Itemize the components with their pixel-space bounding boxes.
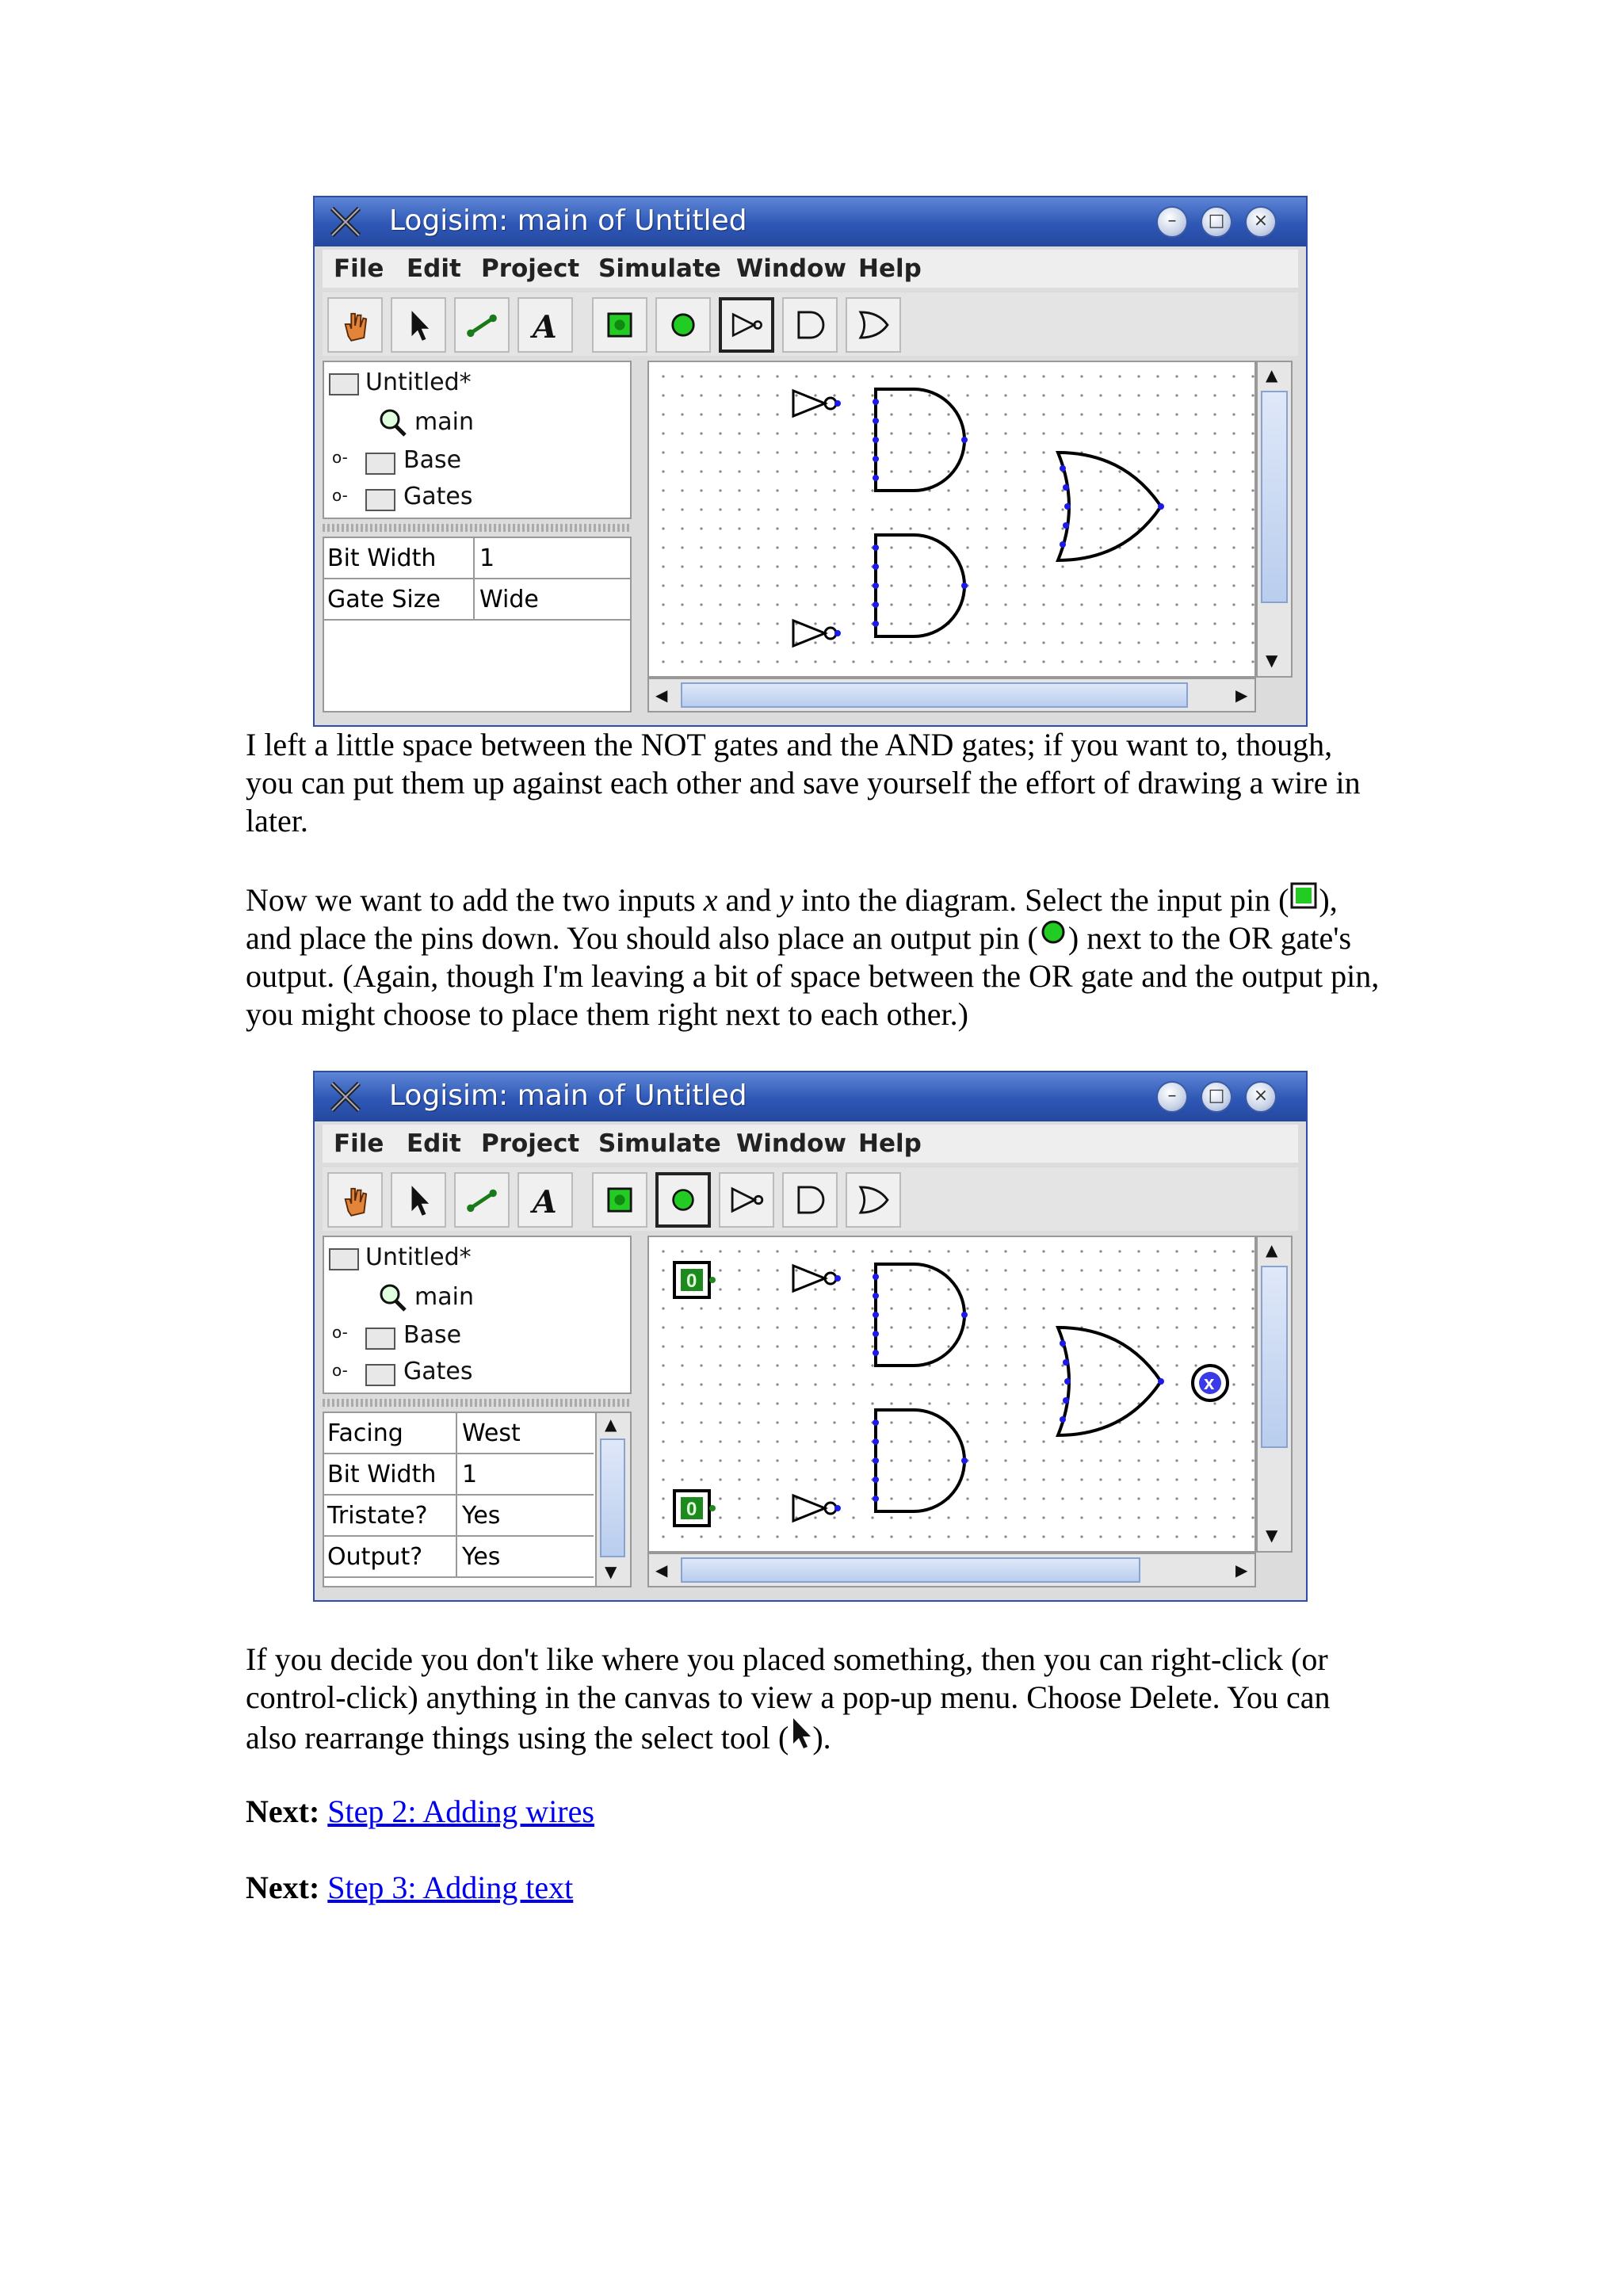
logisim-window-2 <box>313 1071 1308 1602</box>
menu-file[interactable]: File <box>334 254 384 283</box>
scroll-left-icon[interactable]: ◀ <box>655 1561 668 1580</box>
menu-edit[interactable]: Edit <box>407 254 461 283</box>
poke-tool-button[interactable] <box>327 297 383 353</box>
attr-row[interactable] <box>324 579 630 621</box>
scroll-thumb[interactable] <box>1261 1266 1288 1448</box>
or-gate-icon <box>847 299 899 351</box>
and-gate-icon <box>784 299 836 351</box>
scroll-thumb[interactable] <box>681 682 1188 708</box>
split-divider[interactable] <box>323 524 632 532</box>
toolbar <box>323 292 1298 356</box>
title-bar <box>315 197 1306 246</box>
circuit-drawing <box>649 1237 1258 1554</box>
menu-file[interactable]: File <box>334 1129 384 1158</box>
scroll-up-icon[interactable]: ▲ <box>605 1415 617 1434</box>
menu-bar <box>323 250 1298 288</box>
tree-root-label[interactable]: Untitled* <box>365 1244 472 1271</box>
scroll-up-icon[interactable]: ▲ <box>1266 365 1278 384</box>
or-gate[interactable] <box>1058 453 1161 560</box>
and-gate-icon <box>784 1174 836 1226</box>
and-gate-bottom[interactable] <box>876 535 964 636</box>
project-folder-icon <box>329 1248 359 1270</box>
wire-tool-button[interactable] <box>454 1172 510 1228</box>
menu-window[interactable]: Window <box>736 1129 847 1158</box>
select-tool-button[interactable] <box>391 297 446 353</box>
attr-key: Gate Size <box>327 586 441 613</box>
arrow-cursor-icon <box>789 1717 812 1750</box>
link-step-2-adding-wires[interactable]: Step 2: Adding wires <box>327 1794 594 1829</box>
magnifier-icon <box>376 407 408 438</box>
attribute-scrollbar[interactable] <box>595 1413 630 1586</box>
attr-key: Bit Width <box>327 1461 437 1488</box>
title-bar <box>315 1072 1306 1121</box>
attr-key: Bit Width <box>327 544 437 572</box>
input-pin-y[interactable] <box>674 1491 716 1526</box>
attr-key: Facing <box>327 1419 403 1447</box>
para2-text: ) next to the OR gate's output. (Again, though I'm leaving a bit of space between the OR gate and the output pin, you might choose to place them right next to each other.) <box>246 920 1380 1032</box>
attr-key: Tristate? <box>327 1502 428 1530</box>
minimize-button[interactable]: – <box>1156 1081 1188 1113</box>
column-divider <box>456 1454 457 1494</box>
input-pin-icon <box>594 1174 646 1226</box>
maximize-button[interactable]: □ <box>1201 206 1232 238</box>
not-gate-tool-button[interactable] <box>719 297 774 353</box>
not-gate-icon <box>722 300 771 350</box>
not-gate-bottom[interactable] <box>793 621 836 646</box>
column-divider <box>456 1496 457 1535</box>
expand-handle-icon[interactable]: o- <box>332 1361 348 1380</box>
and-gate-tool-button[interactable] <box>782 1172 838 1228</box>
output-pin-icon <box>659 1175 708 1224</box>
port-dots <box>834 1274 1164 1511</box>
var-x: x <box>703 882 718 918</box>
circuit-canvas[interactable] <box>647 1236 1256 1553</box>
svg-text:0: 0 <box>686 1270 697 1292</box>
column-divider <box>473 538 475 578</box>
scroll-left-icon[interactable]: ◀ <box>655 686 668 705</box>
attr-row[interactable] <box>324 1496 594 1537</box>
var-y: y <box>779 882 793 918</box>
column-divider <box>456 1413 457 1453</box>
svg-text:x: x <box>1204 1373 1215 1394</box>
split-divider[interactable] <box>323 1399 632 1407</box>
scroll-thumb[interactable] <box>600 1438 625 1557</box>
output-pin[interactable] <box>1193 1366 1228 1400</box>
project-folder-icon <box>329 373 359 395</box>
explorer-tree <box>323 361 632 519</box>
menu-simulate[interactable]: Simulate <box>598 254 721 283</box>
output-pin-tool-button[interactable] <box>655 1172 711 1228</box>
attr-row[interactable] <box>324 1413 594 1454</box>
tree-item-gates[interactable]: Gates <box>403 1358 473 1385</box>
arrow-cursor-icon <box>392 299 445 351</box>
attr-value[interactable]: Yes <box>462 1543 501 1571</box>
text-a-icon <box>519 1174 571 1226</box>
attr-value[interactable]: Yes <box>462 1502 501 1530</box>
para2-text: and <box>717 882 780 918</box>
horizontal-scrollbar[interactable] <box>647 678 1256 712</box>
arrow-cursor-icon <box>392 1174 445 1226</box>
attr-row[interactable] <box>324 1454 594 1496</box>
expand-handle-icon[interactable]: o- <box>332 1323 348 1342</box>
close-button[interactable]: × <box>1245 206 1277 238</box>
folder-icon <box>365 489 395 511</box>
vertical-scrollbar[interactable] <box>1256 1236 1293 1553</box>
menu-simulate[interactable]: Simulate <box>598 1129 721 1158</box>
scroll-right-icon[interactable]: ▶ <box>1235 686 1248 705</box>
scroll-up-icon[interactable]: ▲ <box>1266 1240 1278 1259</box>
tree-item-main[interactable]: main <box>414 1283 474 1311</box>
window-title: Logisim: main of Untitled <box>389 204 747 237</box>
para2-text: ), and place the pins down. You should also place an output pin ( <box>246 882 1338 956</box>
expand-handle-icon[interactable]: o- <box>332 486 348 505</box>
folder-icon <box>365 453 395 475</box>
text-tool-button[interactable] <box>517 1172 573 1228</box>
or-gate-tool-button[interactable] <box>846 1172 901 1228</box>
menu-bar <box>323 1125 1298 1163</box>
wire-icon <box>456 299 508 351</box>
next-label: Next: <box>246 1794 320 1829</box>
tree-item-base[interactable]: Base <box>403 446 462 474</box>
logisim-window-1 <box>313 196 1308 727</box>
or-gate-icon <box>847 1174 899 1226</box>
para2-text: Now we want to add the two inputs <box>246 882 704 918</box>
maximize-button[interactable]: □ <box>1201 1081 1232 1113</box>
attr-row[interactable] <box>324 538 630 579</box>
column-divider <box>456 1537 457 1576</box>
wire-icon <box>456 1174 508 1226</box>
scroll-right-icon[interactable]: ▶ <box>1235 1561 1248 1580</box>
paragraph-3 <box>246 1641 1387 1757</box>
explorer-tree <box>323 1236 632 1394</box>
attr-value[interactable]: West <box>462 1419 521 1447</box>
output-pin-icon <box>1038 920 1068 950</box>
link-step-3-adding-text[interactable]: Step 3: Adding text <box>327 1870 574 1905</box>
magnifier-icon <box>376 1282 408 1313</box>
svg-text:A: A <box>532 309 557 346</box>
folder-icon <box>365 1328 395 1350</box>
paragraph-2 <box>246 881 1387 1033</box>
menu-help[interactable]: Help <box>858 1129 922 1158</box>
or-gate-tool-button[interactable] <box>846 297 901 353</box>
attr-row[interactable] <box>324 1537 594 1578</box>
svg-text:A: A <box>532 1184 557 1221</box>
attr-value[interactable]: Wide <box>479 586 539 613</box>
next-step-2 <box>246 1793 594 1831</box>
output-pin-icon <box>657 299 709 351</box>
input-pin-tool-button[interactable] <box>592 297 647 353</box>
circuit-canvas[interactable] <box>647 361 1256 678</box>
input-pin-icon <box>594 299 646 351</box>
scroll-down-icon[interactable]: ▼ <box>1266 651 1278 670</box>
wire-tool-button[interactable] <box>454 297 510 353</box>
x-logo-icon <box>327 1079 364 1115</box>
menu-help[interactable]: Help <box>858 254 922 283</box>
tree-item-main[interactable]: main <box>414 408 474 436</box>
not-gate-icon <box>720 1174 773 1226</box>
menu-edit[interactable]: Edit <box>407 1129 461 1158</box>
attr-value[interactable]: 1 <box>462 1461 478 1488</box>
not-gate-top[interactable] <box>793 1266 836 1291</box>
select-tool-button[interactable] <box>391 1172 446 1228</box>
text-a-icon <box>519 299 571 351</box>
tree-item-gates[interactable]: Gates <box>403 483 473 510</box>
menu-window[interactable]: Window <box>736 254 847 283</box>
poke-tool-button[interactable] <box>327 1172 383 1228</box>
and-gate-tool-button[interactable] <box>782 297 838 353</box>
svg-text:0: 0 <box>686 1499 697 1520</box>
x-logo-icon <box>327 204 364 240</box>
circuit-drawing <box>649 362 1258 679</box>
para3-text: ). <box>812 1720 831 1755</box>
para3-text: If you decide you don't like where you placed something, then you can right-click (or control-click) anything in the canvas to view a pop-up menu. Choose Delete. You can also rearrange things using the select tool ( <box>246 1641 1331 1755</box>
output-pin-tool-button[interactable] <box>655 297 711 353</box>
hand-icon <box>329 299 381 351</box>
scroll-down-icon[interactable]: ▼ <box>605 1562 617 1581</box>
horizontal-scrollbar[interactable] <box>647 1553 1256 1587</box>
toolbar <box>323 1167 1298 1231</box>
input-pin-x[interactable] <box>674 1263 716 1297</box>
attribute-table <box>323 1412 632 1587</box>
or-gate[interactable] <box>1058 1328 1161 1435</box>
close-button[interactable]: × <box>1245 1081 1277 1113</box>
hand-icon <box>329 1174 381 1226</box>
tree-item-base[interactable]: Base <box>403 1321 462 1349</box>
vertical-scrollbar[interactable] <box>1256 361 1293 678</box>
next-step-3 <box>246 1869 573 1907</box>
expand-handle-icon[interactable]: o- <box>332 448 348 467</box>
input-pin-icon <box>1289 882 1319 912</box>
menu-project[interactable]: Project <box>481 254 580 283</box>
and-gate-top[interactable] <box>876 1264 964 1366</box>
next-label: Next: <box>246 1870 320 1905</box>
folder-icon <box>365 1364 395 1386</box>
not-gate-top[interactable] <box>793 391 836 416</box>
not-gate-tool-button[interactable] <box>719 1172 774 1228</box>
tree-root-label[interactable]: Untitled* <box>365 369 472 396</box>
port-dots <box>834 399 1164 636</box>
window-title: Logisim: main of Untitled <box>389 1079 747 1112</box>
and-gate-top[interactable] <box>876 389 964 491</box>
attribute-table <box>323 537 632 712</box>
input-pin-tool-button[interactable] <box>592 1172 647 1228</box>
minimize-button[interactable]: – <box>1156 206 1188 238</box>
menu-project[interactable]: Project <box>481 1129 580 1158</box>
not-gate-bottom[interactable] <box>793 1496 836 1521</box>
column-divider <box>473 579 475 619</box>
para2-text: into the diagram. Select the input pin ( <box>793 882 1289 918</box>
scroll-thumb[interactable] <box>1261 391 1288 603</box>
paragraph-1: I left a little space between the NOT gates and the AND gates; if you want to, though, you can put them up against each other and save yourself the effort of drawing a wire in later. <box>246 727 1361 839</box>
scroll-thumb[interactable] <box>681 1557 1140 1583</box>
attr-value[interactable]: 1 <box>479 544 495 572</box>
text-tool-button[interactable] <box>517 297 573 353</box>
scroll-down-icon[interactable]: ▼ <box>1266 1526 1278 1545</box>
attr-key: Output? <box>327 1543 423 1571</box>
and-gate-bottom[interactable] <box>876 1410 964 1511</box>
